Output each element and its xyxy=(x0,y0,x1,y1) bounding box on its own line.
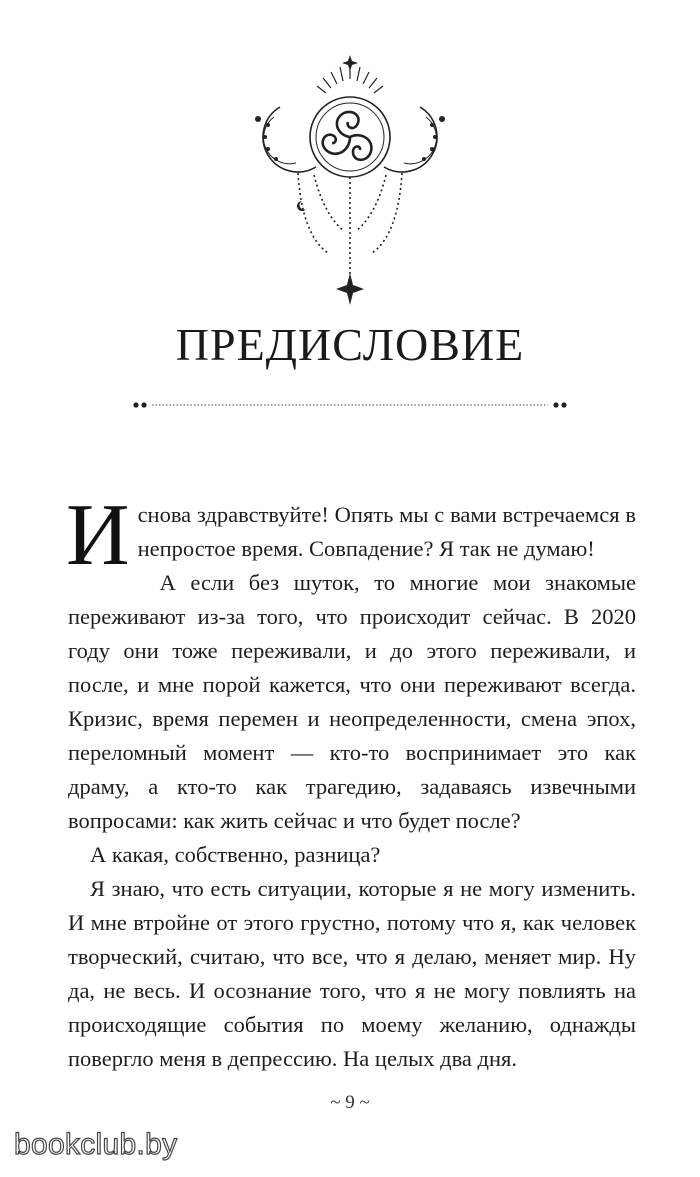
paragraph-1 xyxy=(66,487,636,584)
watermark: bookclub.by xyxy=(14,1128,178,1161)
paragraph-3: А какая, собственно, разница? xyxy=(90,842,381,867)
paragraph-4: Я знаю, что есть ситуации, которые я не могу изменить. И мне втройне от этого грустно, потому что я, как человек творческий, считаю, что все, что я делаю, меняет мир. Ну да, не весь. И осознание того, что я не могу повлиять на происходящие события по моему желанию, однажды повергло меня в депрессию. На целых два дня. xyxy=(68,876,636,1071)
body-text xyxy=(66,487,636,1076)
title-divider xyxy=(132,398,568,412)
chapter-title: ПРЕДИСЛОВИЕ xyxy=(175,319,525,370)
drop-cap: И xyxy=(66,487,130,584)
page-number: ~ 9 ~ xyxy=(330,1092,370,1113)
paragraph-1-text: снова здравствуйте! Опять мы с вами встречаемся в непростое время. Совпадение? Я так не думаю! xyxy=(137,502,636,561)
paragraph-2: А если без шуток, то многие мои знакомые переживают из-за того, что происходит сейчас. В 2020 году они тоже переживали, и до этого переживали, и после, и мне порой кажется, что они переживают всегда. Кризис, время перемен и неопределенности, смена эпох, переломный момент — кто-то воспринимает это как драму, а кто-то как трагедию, задаваясь извечными вопросами: как жить сейчас и что будет после? xyxy=(68,570,636,833)
triple-moon-ornament-icon xyxy=(240,55,460,305)
